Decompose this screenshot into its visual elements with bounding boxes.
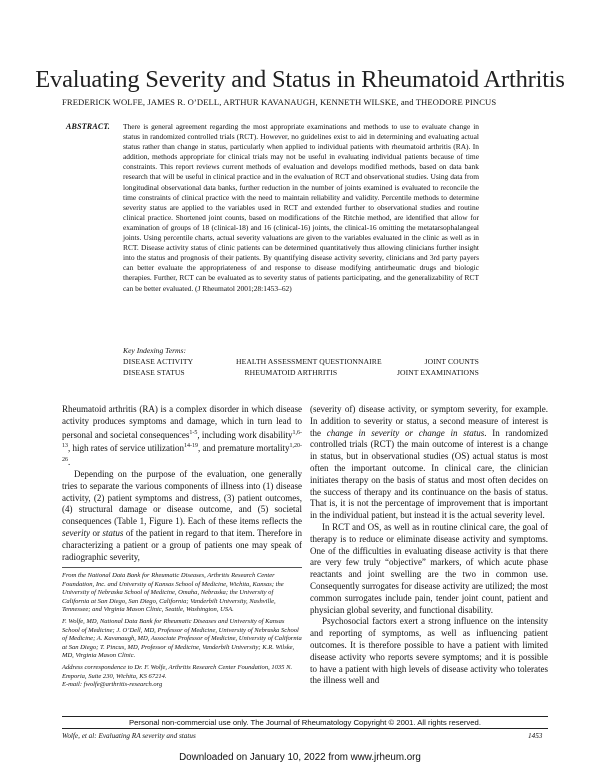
emphasis: change in severity or change in status xyxy=(326,427,485,438)
copyright-notice: Personal non-commercial use only. The Journal of Rheumatology Copyright © 2001. All rights reserved. xyxy=(62,716,548,729)
keywords-row xyxy=(123,357,479,366)
running-head: Wolfe, et al: Evaluating RA severity and status xyxy=(62,732,196,740)
page-number: 1453 xyxy=(528,732,543,740)
footnotes xyxy=(62,572,302,690)
text-run: Rheumatoid arthritis (RA) is a complex disorder in which disease activity produces symptoms and damage, which in turn lead to personal and societal consequences xyxy=(62,404,302,440)
citation: 1,6-13 xyxy=(62,429,303,450)
text-run: of the patient in regard to that item. Therefore in characterizing a patient or a group of patients one may speak of radiographic severity, xyxy=(62,527,302,562)
body-column-left xyxy=(62,404,302,563)
keyword: JOINT EXAMINATIONS xyxy=(396,368,479,377)
body-paragraph: Psychosocial factors exert a strong influence on the intensity and reporting of symptoms, as well as influencing patient outcomes. It is therefore possible to have a patient with limited disease activity who reports severe symptoms; and it is possible to have a patient with high levels of disease activity who tolerates the illness well and xyxy=(310,616,548,686)
keyword: DISEASE STATUS xyxy=(123,368,185,377)
footnote-divider xyxy=(62,567,302,568)
keyword: DISEASE ACTIVITY xyxy=(123,357,194,366)
body-paragraph: In RCT and OS, as well as in routine clinical care, the goal of therapy is to reduce or eliminate disease activity and symptoms. One of the difficulties in evaluating disease activity is that there are very few truly “objective” markers, of which acute phase reactants and joint swelling are the two in common use. Consequently surrogates for disease activity are utilized; the most common surrogates include pain, tender joint count, patient and physician global severity, and functional disability. xyxy=(310,521,548,615)
keyword: JOINT COUNTS xyxy=(424,357,479,366)
article-title: Evaluating Severity and Status in Rheumatoid Arthritis xyxy=(35,66,565,93)
keyword: HEALTH ASSESSMENT QUESTIONNAIRE xyxy=(236,357,382,366)
emphasis: severity xyxy=(62,527,90,538)
abstract-text: There is general agreement regarding the most appropriate examinations and methods to use to evaluate change in status in randomized controlled trials (RCT). However, no guidelines exist to aid in determining and evaluating actual status rather than change in status, particularly when applied to individual patients with rheumatoid arthritis (RA). In addition, methods appropriate for clinical trials may not be useful in evaluating individual patients because of time constraints. This report reviews current methods of evaluation and develops modified methods, based on data bank research that will be useful in clinical practice and in the evaluation of RCT and observational studies. Using data from longitudinal observational data banks, further reduction in the number of joints examined is evaluated to reconcile the time constraints of clinical practice with the need to maintain reliability and validity. Percentile methods to determine severity status are applied to the variables used in RCT and extended further to observational studies and routine clinical practice. Shortened joint counts, based on modifications of the Ritchie method, are identified that allow for examination of groups of 18 (clinical-18) and 16 (clinical-16) joints, the clinical-16 omitting the metatarsophalangeal joints. Using percentile charts, actual severity valuations are given to the variables evaluated in the clinic as well as in RCT. Disease activity status of clinic patients can be determined quantitatively thus allowing clinicians further insight into the status and prognosis of their patients. By quantifying disease activity severity, clinicians and 3rd party payers can better evaluate the appropriateness of and response to disease modifying antirheumatic drugs and biologic therapies. Further, RCT can be evaluated as to severity status of patients participating, and the generalizability of RCT can be better evaluated. (J Rheumatol 2001;28:1453–62) xyxy=(123,122,479,293)
text-run: Depending on the purpose of the evaluation, one generally tries to separate the various components of illness into (1) disease activity, (2) patient symptoms and distress, (3) patient outcomes, (4) structural damage or disease outcome, and (5) societal consequences (Table 1, Figure 1). Each of these items reflects the xyxy=(62,468,302,527)
keywords-row xyxy=(123,368,479,377)
download-stamp: Downloaded on January 10, 2022 from www.jrheum.org xyxy=(179,752,421,763)
text-run: , high rates of service utilization xyxy=(68,443,185,454)
citation: 1-5 xyxy=(189,429,198,436)
text-run: , including work disability xyxy=(197,429,293,440)
text-run: (severity of) disease activity, or symptom severity, for example. In addition to severity or status, a second measure of interest is the xyxy=(310,404,548,438)
citation: 1,20-26 xyxy=(62,443,303,464)
text-run: or xyxy=(89,527,103,538)
footnote-email: E-mail: fwolfe@arthritis-research.org xyxy=(62,681,163,689)
citation: 14-19 xyxy=(184,443,199,450)
emphasis: status xyxy=(102,527,124,538)
abstract-label: ABSTRACT. xyxy=(66,122,110,131)
text-run: . In randomized controlled trials (RCT) the main outcome of interest is a change in status, but in observational studies (OS) actual status is most often the important outcome. In clinical care, the clinician initiates therapy on the basis of status and most often decides on the success of therapy and its continuance on the basis of status. That is, it is not the percentage of improvement that is important in the individual patient, but instead it is the actual severity level. xyxy=(310,427,548,521)
body-paragraph xyxy=(310,404,548,522)
body-paragraph xyxy=(62,404,302,469)
author-list: FREDERICK WOLFE, JAMES R. O’DELL, ARTHUR KAVANAUGH, KENNETH WILSKE, and THEODORE PINCUS xyxy=(62,97,497,107)
keyword: RHEUMATOID ARTHRITIS xyxy=(244,368,338,377)
body-column-right xyxy=(310,404,548,687)
text-run: , and premature mortality xyxy=(198,443,290,454)
body-paragraph xyxy=(62,469,302,563)
keywords-label: Key Indexing Terms: xyxy=(123,346,186,355)
footnote-affiliations: From the National Data Bank for Rheumatic Diseases, Arthritis Research Center Foundation, Inc. and University of Kansas School of Medicine, Wichita, Kansas; the University of Nebraska School of Medicine, Omaha, Nebraska; the University of California at San Diego, San Diego, California; Vanderbilt University, Nashville, Tennessee; and Virginia Mason Clinic, Seattle, Washington, USA. xyxy=(62,572,284,614)
footnote-correspondence: Address correspondence to Dr. F. Wolfe, Arthritis Research Center Foundation, 1035 N. Emporia, Suite 230, Wichita, KS 67214. xyxy=(62,663,293,680)
footnote-credentials: F. Wolfe, MD, National Data Bank for Rheumatic Diseases and University of Kansas School of Medicine; J. O’Dell, MD, Professor of Medicine, University of Nebraska School of Medicine; A. Kavanaugh, MD, Associate Professor of Medicine, University of California at San Diego; T. Pincus, MD, Professor of Medicine, Vanderbilt University; K.R. Wilske, MD, Virginia Mason Clinic. xyxy=(62,617,302,660)
text-run: . xyxy=(68,457,71,468)
